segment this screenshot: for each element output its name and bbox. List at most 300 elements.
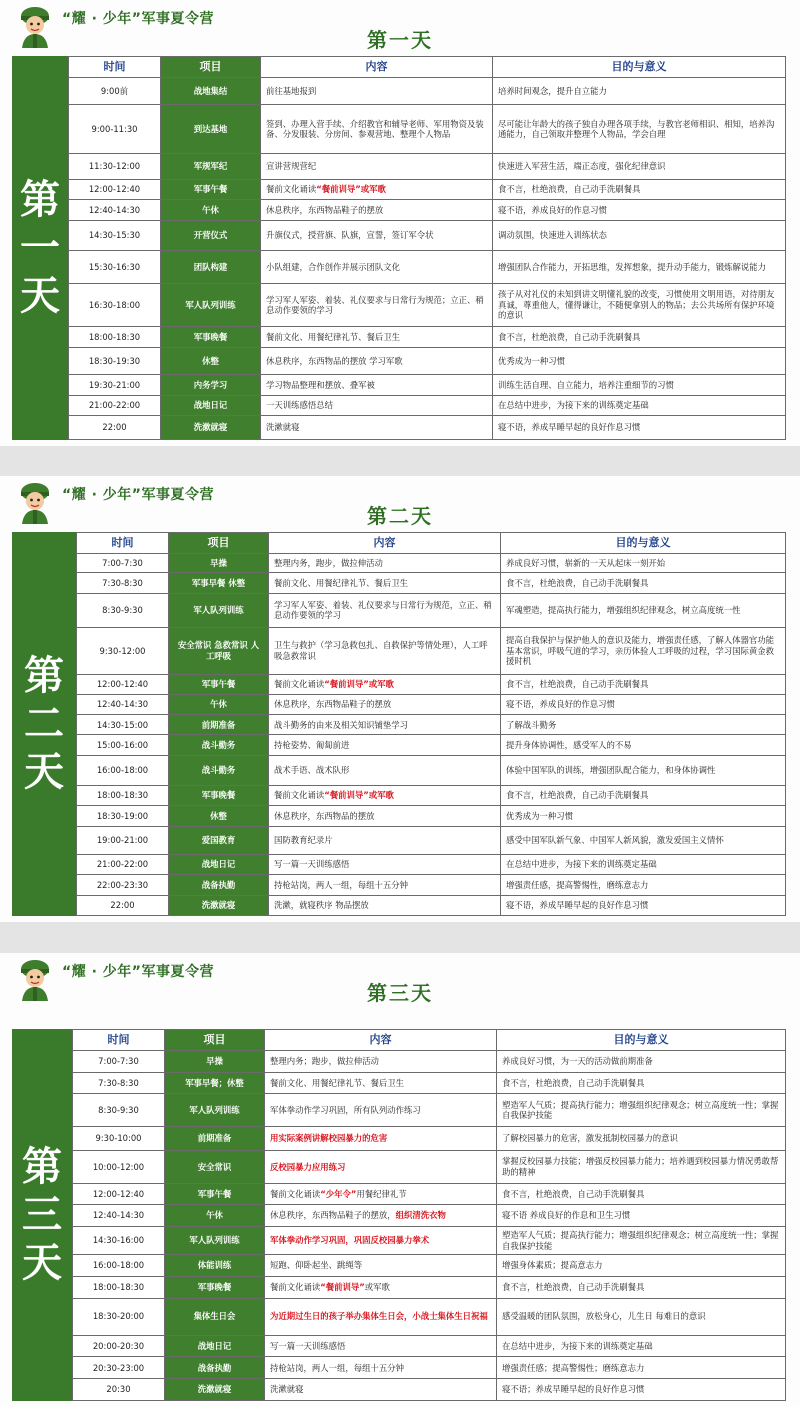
item-cell: 军事晚餐 [161, 327, 261, 347]
content-cell [269, 593, 501, 627]
table-row [77, 674, 786, 694]
item-cell: 体能训练 [165, 1255, 265, 1277]
table-row [73, 1094, 786, 1127]
purpose-cell: 塑造军人气质；提高执行能力；增强组织纪律观念；树立高度统一性；掌握自我保护技能 [497, 1227, 786, 1255]
time-cell: 7:00-7:30 [77, 554, 169, 573]
content-cell [261, 154, 493, 180]
content-text: 餐前文化诵读 [266, 184, 317, 195]
content-cell [265, 1150, 497, 1183]
purpose-header: 目的与意义 [493, 57, 786, 78]
content-text: 餐前文化、用餐纪律礼节、餐后卫生 [270, 1077, 404, 1088]
content-cell [269, 806, 501, 826]
purpose-cell: 快速进入军营生活，端正态度，强化纪律意识 [493, 154, 786, 180]
content-cell [269, 826, 501, 854]
item-cell: 开营仪式 [161, 220, 261, 250]
camp-brand-title: “耀 · 少年”军事夏令营 [62, 964, 214, 980]
time-cell: 8:30-9:30 [77, 593, 169, 627]
day-title: 第三天 [367, 981, 433, 1005]
content-cell [269, 694, 501, 714]
item-cell: 战斗勤务 [169, 755, 269, 785]
day-title: 第一天 [367, 28, 433, 52]
content-cell [265, 1298, 497, 1335]
time-cell: 19:30-21:00 [69, 375, 161, 395]
table-row [77, 593, 786, 627]
content-text: 国防教育纪录片 [274, 835, 333, 846]
item-cell: 战斗勤务 [169, 735, 269, 755]
time-cell: 7:30-8:30 [77, 573, 169, 593]
content-header: 内容 [265, 1030, 497, 1051]
time-cell: 20:30 [73, 1379, 165, 1401]
day-side-char: 三 [22, 1192, 62, 1238]
table-row [73, 1379, 786, 1401]
item-header: 项目 [161, 57, 261, 78]
table-row [69, 250, 786, 283]
content-cell [261, 180, 493, 200]
item-cell: 休整 [169, 806, 269, 826]
content-text: 卫生与救护（学习急救包扎、自救保护等情处理），人工呼吸急救常识 [274, 640, 488, 661]
content-cell [265, 1277, 497, 1299]
camp-brand-title: “耀 · 少年”军事夏令营 [62, 11, 214, 27]
purpose-cell: 增强责任感，提高警惕性，磨练意志力 [501, 875, 786, 895]
purpose-header: 目的与意义 [501, 533, 786, 554]
content-text: 持枪站岗，两人一组，每组十五分钟 [274, 879, 408, 890]
item-cell: 军人队列训练 [165, 1094, 265, 1127]
item-cell: 洗漱就寝 [165, 1379, 265, 1401]
purpose-cell: 养成良好习惯，崭新的一天从起床一刻开始 [501, 554, 786, 573]
table-header-row [69, 57, 786, 78]
time-cell: 18:30-19:30 [69, 347, 161, 375]
content-text: 洗漱，就寝秩序 物品摆放 [274, 900, 369, 911]
highlight-text: 组织清洗衣物 [395, 1210, 446, 1221]
table-row [77, 786, 786, 806]
content-cell [269, 628, 501, 675]
item-cell: 洗漱就寝 [169, 895, 269, 915]
item-header: 项目 [165, 1030, 265, 1051]
item-cell: 早操 [169, 554, 269, 573]
item-cell: 前期准备 [165, 1127, 265, 1151]
table-row [69, 327, 786, 347]
highlight-text: “餐前训导”或军歌 [324, 790, 394, 801]
item-header: 项目 [169, 533, 269, 554]
purpose-cell: 军魂塑造，提高执行能力，增强组织纪律观念，树立高度统一性 [501, 593, 786, 627]
item-cell: 军人队列训练 [161, 284, 261, 327]
content-cell [265, 1205, 497, 1227]
content-cell [265, 1379, 497, 1401]
purpose-cell: 养成良好习惯，为一天的活动做前期准备 [497, 1051, 786, 1073]
table-header-row [73, 1030, 786, 1051]
table-row [77, 735, 786, 755]
purpose-cell: 塑造军人气质；提高执行能力；增强组织纪律观念；树立高度统一性；掌握自我保护技能 [497, 1094, 786, 1127]
table-row [69, 78, 786, 105]
purpose-cell: 在总结中进步，为接下来的训练奠定基础 [493, 395, 786, 415]
content-cell [261, 347, 493, 375]
content-text: 战术手语、战术队形 [274, 765, 350, 776]
item-cell: 早操 [165, 1051, 265, 1073]
purpose-cell: 体验中国军队的训练，增强团队配合能力，和身体协调性 [501, 755, 786, 785]
purpose-cell: 在总结中进步，为接下来的训练奠定基础 [501, 855, 786, 875]
item-cell: 军人队列训练 [165, 1227, 265, 1255]
day-title: 第二天 [367, 504, 433, 528]
purpose-cell: 寝不语，养成良好的作息习惯 [493, 200, 786, 220]
time-cell: 22:00 [77, 895, 169, 915]
item-cell: 爱国教育 [169, 826, 269, 854]
day-side-char: 一 [20, 225, 60, 271]
time-cell: 16:30-18:00 [69, 284, 161, 327]
purpose-cell: 增强责任感；提高警惕性；磨练意志力 [497, 1357, 786, 1379]
purpose-cell: 感受中国军队新气象、中国军人新风貌，激发爱国主义情怀 [501, 826, 786, 854]
schedule-table [76, 532, 786, 916]
day-side-char: 第 [22, 1144, 62, 1190]
content-text: 餐前文化诵读 [274, 790, 325, 801]
highlight-text: “餐前训导”或军歌 [324, 679, 394, 690]
time-cell: 18:00-18:30 [69, 327, 161, 347]
schedule-table [68, 56, 786, 440]
time-cell: 22:00-23:30 [77, 875, 169, 895]
item-cell: 军事午餐 [169, 674, 269, 694]
item-cell: 安全常识 [165, 1150, 265, 1183]
content-text: 休息秩序，东西物品鞋子的摆放 [266, 204, 384, 215]
time-cell: 7:30-8:30 [73, 1072, 165, 1094]
item-cell: 午休 [169, 694, 269, 714]
table-row [77, 806, 786, 826]
purpose-cell: 寝不语 养成良好的作息和卫生习惯 [497, 1205, 786, 1227]
table-row [77, 855, 786, 875]
day-side-char: 天 [22, 1240, 62, 1286]
table-row [73, 1255, 786, 1277]
day-side-label [12, 532, 76, 916]
table-row [77, 895, 786, 915]
content-cell [265, 1335, 497, 1357]
content-text: 餐前文化、用餐纪律礼节、餐后卫生 [266, 331, 400, 342]
content-text: 短跑、仰卧起坐、跳绳等 [270, 1260, 363, 1271]
content-header: 内容 [261, 57, 493, 78]
item-cell: 到达基地 [161, 104, 261, 153]
time-cell: 18:00-18:30 [77, 786, 169, 806]
time-cell: 15:00-16:00 [77, 735, 169, 755]
table-row [69, 180, 786, 200]
content-text: 战斗勤务的由来及相关知识铺垫学习 [274, 719, 408, 730]
content-text: 餐前文化诵读 [270, 1282, 321, 1293]
time-cell: 18:30-20:00 [73, 1298, 165, 1335]
time-cell: 16:00-18:00 [73, 1255, 165, 1277]
highlight-text: “少年令” [320, 1188, 357, 1199]
time-cell: 8:30-9:30 [73, 1094, 165, 1127]
item-cell: 休整 [161, 347, 261, 375]
content-text: 宣讲营规营纪 [266, 161, 317, 172]
section-header [0, 953, 800, 1003]
table-row [73, 1298, 786, 1335]
purpose-cell: 食不言，杜绝浪费，自己动手洗刷餐具 [493, 180, 786, 200]
time-cell: 12:00-12:40 [69, 180, 161, 200]
time-cell: 9:30-12:00 [77, 628, 169, 675]
table-row [69, 104, 786, 153]
camp-brand-title: “耀 · 少年”军事夏令营 [62, 487, 214, 503]
item-cell: 内务学习 [161, 375, 261, 395]
item-cell: 战备执勤 [169, 875, 269, 895]
time-cell: 12:00-12:40 [77, 674, 169, 694]
content-text: 一天训练感悟总结 [266, 400, 333, 411]
content-cell [269, 554, 501, 573]
purpose-cell: 寝不语，养成良好的作息习惯 [501, 694, 786, 714]
table-row [73, 1227, 786, 1255]
purpose-cell: 孩子从对礼仪的未知到讲文明懂礼貌的改变，习惯使用文明用语，对待朋友真诚，尊重他人，懂得谦让，不随便拿别人的物品；去公共场所有保护环境的意识 [493, 284, 786, 327]
item-cell: 集体生日会 [165, 1298, 265, 1335]
table-row [69, 154, 786, 180]
table-header-row [77, 533, 786, 554]
item-cell: 团队构建 [161, 250, 261, 283]
table-row [73, 1357, 786, 1379]
content-text: 持枪站岗，两人一组，每组十五分钟 [270, 1362, 404, 1373]
purpose-cell: 增强身体素质；提高意志力 [497, 1255, 786, 1277]
time-cell: 16:00-18:00 [77, 755, 169, 785]
time-cell: 12:40-14:30 [77, 694, 169, 714]
content-cell [261, 78, 493, 105]
content-text: 持枪姿势、匍匐前进 [274, 739, 350, 750]
purpose-cell: 优秀成为一种习惯 [493, 347, 786, 375]
section-header [0, 476, 800, 526]
content-cell [261, 250, 493, 283]
purpose-cell: 尽可能让年龄大的孩子独自办理各项手续，与教官老师相识、相知，培养沟通能力，自己领取并整理个人物品，学会自理 [493, 104, 786, 153]
purpose-cell: 食不言，杜绝浪费，自己动手洗刷餐具 [497, 1277, 786, 1299]
table-row [73, 1051, 786, 1073]
purpose-cell: 优秀成为一种习惯 [501, 806, 786, 826]
purpose-cell: 提高自我保护与保护他人的意识及能力，增强责任感，了解人体器官功能基本常识，呼吸气道的学习，亲历体验人工呼吸的过程，学习国际黄金救援时机 [501, 628, 786, 675]
content-cell [269, 855, 501, 875]
time-cell: 9:00-11:30 [69, 104, 161, 153]
content-cell [265, 1072, 497, 1094]
content-text: 整理内务，跑步，做拉伸活动 [274, 557, 383, 568]
item-cell: 军事晚餐 [165, 1277, 265, 1299]
content-cell [265, 1357, 497, 1379]
time-cell: 19:00-21:00 [77, 826, 169, 854]
time-cell: 10:00-12:00 [73, 1150, 165, 1183]
content-cell [269, 573, 501, 593]
time-cell: 20:30-23:00 [73, 1357, 165, 1379]
item-cell: 战地日记 [169, 855, 269, 875]
content-text: 军体拳动作学习巩固，所有队列动作练习 [270, 1105, 421, 1116]
item-cell: 前期准备 [169, 715, 269, 735]
time-cell: 14:30-15:00 [77, 715, 169, 735]
day-section-1 [0, 0, 800, 446]
content-text: 小队组建，合作创作并展示团队文化 [266, 261, 400, 272]
content-cell [265, 1094, 497, 1127]
content-cell [261, 220, 493, 250]
time-header: 时间 [69, 57, 161, 78]
item-cell: 安全常识 急救常识 人工呼吸 [169, 628, 269, 675]
content-text: 休息秩序，东西物品鞋子的摆放， [270, 1210, 396, 1221]
item-cell: 军人队列训练 [169, 593, 269, 627]
schedule-body [12, 56, 786, 440]
purpose-cell: 培养时间观念，提升自立能力 [493, 78, 786, 105]
purpose-cell: 训练生活自理、自立能力，培养注重细节的习惯 [493, 375, 786, 395]
time-cell: 21:00-22:00 [69, 395, 161, 415]
content-text: 前往基地报到 [266, 85, 317, 96]
content-cell [265, 1227, 497, 1255]
table-row [69, 200, 786, 220]
time-cell: 11:30-12:00 [69, 154, 161, 180]
time-cell: 12:40-14:30 [69, 200, 161, 220]
content-text: 学习物品整理和摆放、叠军被 [266, 379, 375, 390]
schedule-body [12, 532, 786, 916]
time-cell: 12:00-12:40 [73, 1183, 165, 1205]
highlight-text: 用实际案例讲解校园暴力的危害 [270, 1133, 388, 1144]
content-cell [269, 875, 501, 895]
content-text: 写一篇一天训练感悟 [270, 1340, 346, 1351]
content-cell [261, 200, 493, 220]
content-cell [269, 786, 501, 806]
schedule-body [12, 1029, 786, 1401]
table-row [77, 755, 786, 785]
content-text: 用餐纪律礼节 [356, 1188, 407, 1199]
table-row [69, 347, 786, 375]
purpose-cell: 食不言，杜绝浪费，自己动手洗刷餐具 [501, 786, 786, 806]
item-cell: 军事晚餐 [169, 786, 269, 806]
highlight-text: 军体拳动作学习巩固，巩固反校园暴力拳术 [270, 1235, 430, 1246]
time-header: 时间 [77, 533, 169, 554]
content-cell [269, 715, 501, 735]
item-cell: 洗漱就寝 [161, 416, 261, 440]
time-cell: 21:00-22:00 [77, 855, 169, 875]
time-cell: 22:00 [69, 416, 161, 440]
purpose-cell: 食不言，杜绝浪费，自己动手洗刷餐具 [501, 573, 786, 593]
purpose-cell: 提升身体协调性，感受军人的不易 [501, 735, 786, 755]
item-cell: 战备执勤 [165, 1357, 265, 1379]
time-cell: 9:30-10:00 [73, 1127, 165, 1151]
item-cell: 战地日记 [165, 1335, 265, 1357]
table-row [77, 715, 786, 735]
table-row [77, 628, 786, 675]
day-side-char: 天 [24, 749, 64, 795]
content-cell [265, 1183, 497, 1205]
content-cell [265, 1255, 497, 1277]
item-cell: 午休 [165, 1205, 265, 1227]
highlight-text: 为近期过生日的孩子举办集体生日会，小战士集体生日祝福 [270, 1311, 488, 1322]
highlight-text: 反校园暴力应用练习 [270, 1161, 346, 1172]
time-cell: 7:00-7:30 [73, 1051, 165, 1073]
table-row [73, 1072, 786, 1094]
time-cell: 15:30-16:30 [69, 250, 161, 283]
table-row [73, 1335, 786, 1357]
content-cell [261, 416, 493, 440]
content-text: 整理内务；跑步，做拉伸活动 [270, 1056, 379, 1067]
table-row [69, 220, 786, 250]
highlight-text: “餐前训导” [320, 1282, 365, 1293]
time-cell: 9:00前 [69, 78, 161, 105]
content-cell [269, 895, 501, 915]
content-text: 升旗仪式，授营旗、队旗，宣誓，签订军令状 [266, 230, 434, 241]
content-text: 餐前文化诵读 [270, 1188, 321, 1199]
table-row [77, 573, 786, 593]
content-cell [265, 1127, 497, 1151]
table-row [73, 1277, 786, 1299]
day-section-2 [0, 476, 800, 922]
table-row [77, 554, 786, 573]
content-text: 洗漱就寝 [270, 1384, 304, 1395]
content-cell [261, 375, 493, 395]
content-text: 写一篇一天训练感悟 [274, 859, 350, 870]
item-cell: 军规军纪 [161, 154, 261, 180]
purpose-cell: 寝不语；养成早睡早起的良好作息习惯 [497, 1379, 786, 1401]
purpose-cell: 食不言，杜绝浪费，自己动手洗刷餐具 [493, 327, 786, 347]
content-header: 内容 [269, 533, 501, 554]
day-side-char: 二 [24, 701, 64, 747]
table-row [69, 416, 786, 440]
content-text: 餐前文化诵读 [274, 679, 325, 690]
item-cell: 军事早餐；休整 [165, 1072, 265, 1094]
item-cell: 战地集结 [161, 78, 261, 105]
table-row [73, 1205, 786, 1227]
highlight-text: “餐前训导”或军歌 [316, 184, 386, 195]
day-side-label [12, 1029, 72, 1401]
content-text: 学习军人军姿、着装、礼仪要求与日常行为规范，立正、稍息动作要领的学习 [274, 599, 492, 621]
content-cell [261, 395, 493, 415]
purpose-cell: 食不言，杜绝浪费，自己动手洗刷餐具 [501, 674, 786, 694]
table-row [69, 284, 786, 327]
purpose-cell: 在总结中进步，为接下来的训练奠定基础 [497, 1335, 786, 1357]
content-text: 或军歌 [364, 1282, 390, 1293]
purpose-cell: 调动氛围，快速进入训练状态 [493, 220, 786, 250]
item-cell: 军事午餐 [161, 180, 261, 200]
table-row [77, 694, 786, 714]
content-text: 签到、办理入营手续、介绍教官和辅导老师、军用物资及装备、分发服装、分房间、参观营地、整理个人物品 [266, 118, 484, 140]
content-text: 洗漱就寝 [266, 422, 300, 433]
purpose-cell: 食不言，杜绝浪费，自己动手洗刷餐具 [497, 1072, 786, 1094]
day-side-char: 第 [24, 653, 64, 699]
content-cell [261, 104, 493, 153]
time-cell: 20:00-20:30 [73, 1335, 165, 1357]
content-text: 学习军人军姿、着装、礼仪要求与日常行为规范；立正、稍息动作要领的学习 [266, 294, 484, 316]
content-cell [261, 327, 493, 347]
schedule-table [72, 1029, 786, 1401]
table-row [73, 1127, 786, 1151]
time-cell: 14:30-15:30 [69, 220, 161, 250]
content-text: 休息秩序，东西物品的摆放 [274, 810, 375, 821]
day-side-char: 天 [20, 273, 60, 319]
table-row [73, 1183, 786, 1205]
purpose-cell: 了解校园暴力的危害，激发抵制校园暴力的意识 [497, 1127, 786, 1151]
day-section-3 [0, 953, 800, 1407]
content-text: 休息秩序，东西物品的摆放 学习军歌 [266, 355, 403, 366]
item-cell: 午休 [161, 200, 261, 220]
table-row [77, 875, 786, 895]
purpose-header: 目的与意义 [497, 1030, 786, 1051]
time-cell: 14:30-16:00 [73, 1227, 165, 1255]
content-cell [265, 1051, 497, 1073]
content-text: 休息秩序，东西物品鞋子的摆放 [274, 699, 392, 710]
item-cell: 战地日记 [161, 395, 261, 415]
purpose-cell: 掌握反校园暴力技能；增强反校园暴力能力；培养遇到校园暴力情况勇敢帮助的精神 [497, 1150, 786, 1183]
table-row [69, 395, 786, 415]
purpose-cell: 食不言，杜绝浪费，自己动手洗刷餐具 [497, 1183, 786, 1205]
table-row [77, 826, 786, 854]
purpose-cell: 寝不语，养成早睡早起的良好作息习惯 [501, 895, 786, 915]
time-cell: 18:30-19:00 [77, 806, 169, 826]
time-cell: 12:40-14:30 [73, 1205, 165, 1227]
content-cell [269, 674, 501, 694]
purpose-cell: 了解战斗勤务 [501, 715, 786, 735]
purpose-cell: 感受温暖的团队氛围，放松身心，儿生日 每难日的意识 [497, 1298, 786, 1335]
day-side-char: 第 [20, 177, 60, 223]
day-side-label [12, 56, 68, 440]
time-header: 时间 [73, 1030, 165, 1051]
time-cell: 18:00-18:30 [73, 1277, 165, 1299]
purpose-cell: 增强团队合作能力，开拓思维，发挥想象，提升动手能力，锻炼解说能力 [493, 250, 786, 283]
item-cell: 军事早餐 休整 [169, 573, 269, 593]
table-row [69, 375, 786, 395]
content-cell [269, 755, 501, 785]
content-text: 餐前文化、用餐纪律礼节、餐后卫生 [274, 577, 408, 588]
purpose-cell: 寝不语，养成早睡早起的良好作息习惯 [493, 416, 786, 440]
